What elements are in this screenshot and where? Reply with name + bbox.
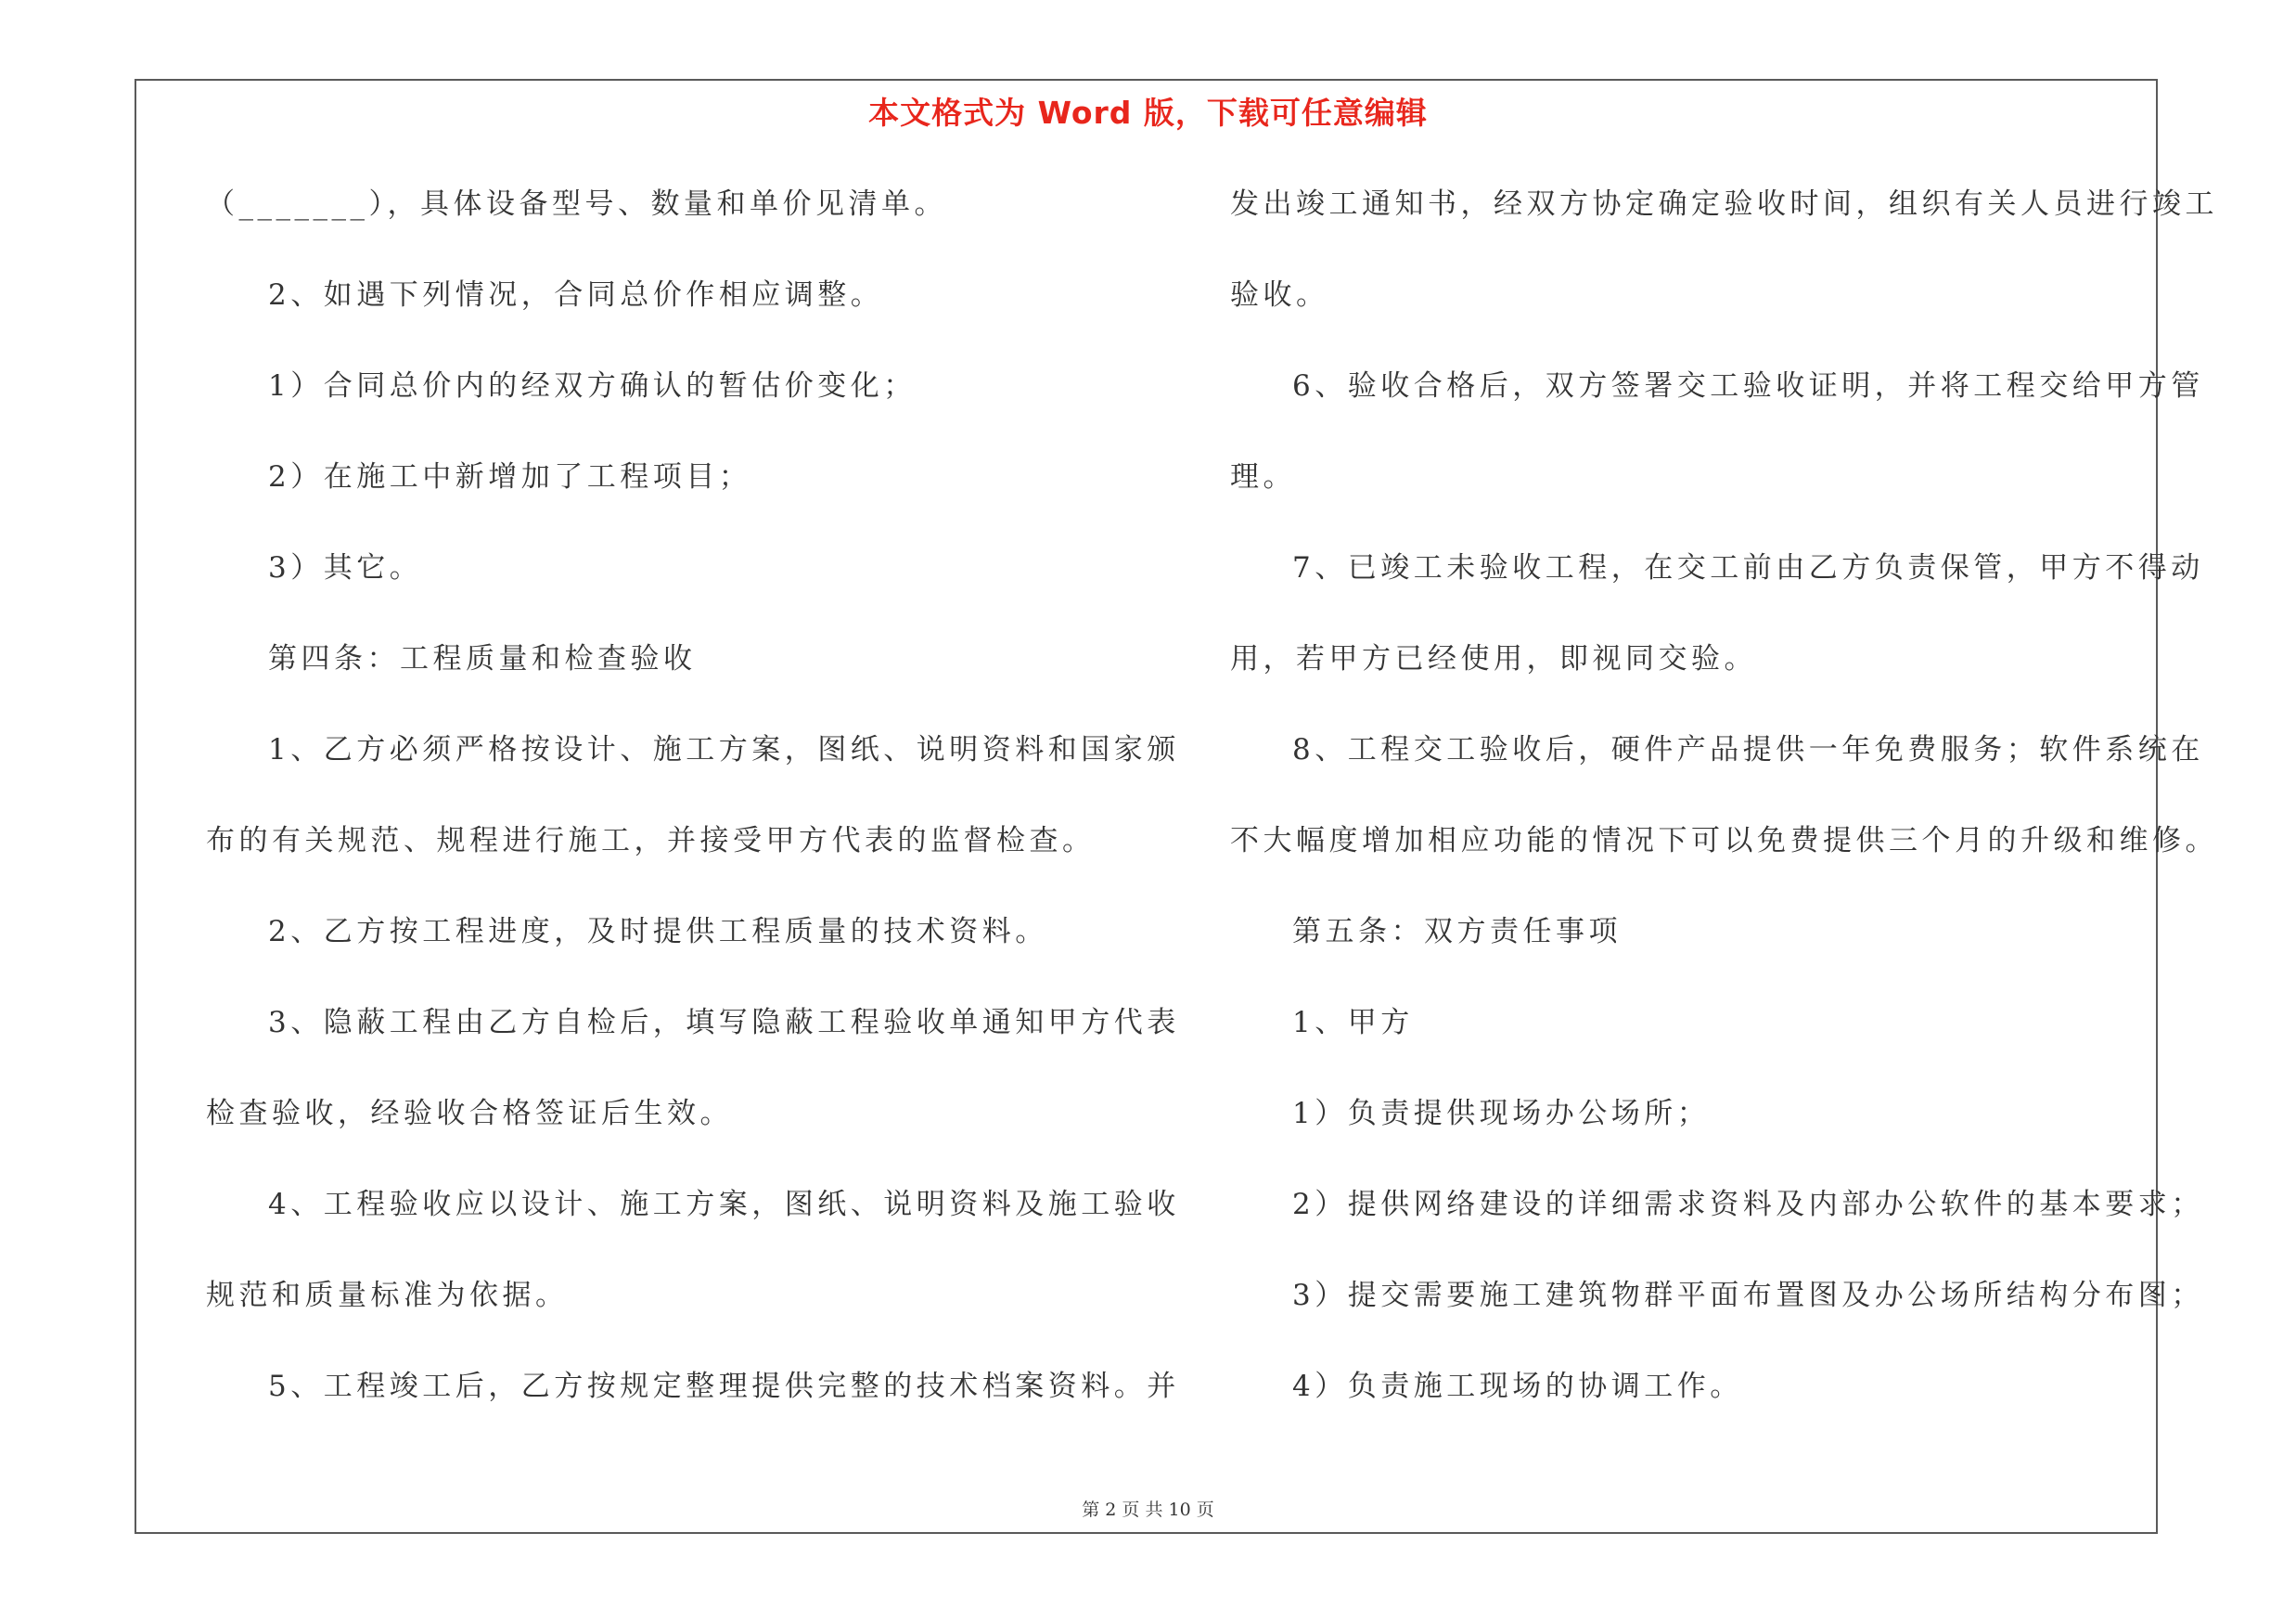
- paragraph-line: 发出竣工通知书，经双方协定确定验收时间，组织有关人员进行竣工: [1230, 187, 2218, 221]
- paragraph-line: 4）负责施工现场的协调工作。: [1292, 1370, 1743, 1403]
- paragraph-line: 1）负责提供现场办公场所；: [1292, 1097, 1711, 1130]
- paragraph-line: 1、乙方必须严格按设计、施工方案，图纸、说明资料和国家颁: [268, 733, 1180, 766]
- paragraph-line: 2）提供网络建设的详细需求资料及内部办公软件的基本要求；: [1292, 1188, 2204, 1221]
- paragraph-line: 1、甲方: [1292, 1006, 1414, 1039]
- page-number-footer: 第 2 页 共 10 页: [1082, 1500, 1214, 1520]
- paragraph-line: 7、已竣工未验收工程，在交工前由乙方负责保管，甲方不得动: [1292, 551, 2204, 585]
- section-heading: 第五条：双方责任事项: [1292, 915, 1622, 948]
- paragraph-line: 检查验收，经验收合格签证后生效。: [206, 1097, 733, 1130]
- paragraph-line: （_______），具体设备型号、数量和单价见清单。: [206, 187, 947, 221]
- paragraph-line: 理。: [1230, 460, 1296, 494]
- paragraph-line: 3、隐蔽工程由乙方自检后，填写隐蔽工程验收单通知甲方代表: [268, 1006, 1180, 1039]
- paragraph-line: 3）提交需要施工建筑物群平面布置图及办公场所结构分布图；: [1292, 1279, 2204, 1312]
- paragraph-line: 1）合同总价内的经双方确认的暂估价变化；: [268, 369, 917, 403]
- paragraph-line: 2）在施工中新增加了工程项目；: [268, 460, 752, 494]
- paragraph-line: 6、验收合格后，双方签署交工验收证明，并将工程交给甲方管: [1292, 369, 2204, 403]
- paragraph-line: 不大幅度增加相应功能的情况下可以免费提供三个月的升级和维修。: [1230, 824, 2218, 857]
- paragraph-line: 3）其它。: [268, 551, 423, 585]
- paragraph-line: 5、工程竣工后，乙方按规定整理提供完整的技术档案资料。并: [268, 1370, 1180, 1403]
- paragraph-line: 用，若甲方已经使用，即视同交验。: [1230, 642, 1757, 676]
- section-heading: 第四条：工程质量和检查验收: [268, 642, 697, 676]
- paragraph-line: 2、乙方按工程进度，及时提供工程质量的技术资料。: [268, 915, 1048, 948]
- paragraph-line: 规范和质量标准为依据。: [206, 1279, 569, 1312]
- paragraph-line: 布的有关规范、规程进行施工，并接受甲方代表的监督检查。: [206, 824, 1096, 857]
- paragraph-line: 2、如遇下列情况，合同总价作相应调整。: [268, 278, 884, 312]
- paragraph-line: 8、工程交工验收后，硬件产品提供一年免费服务；软件系统在: [1292, 733, 2204, 766]
- paragraph-line: 4、工程验收应以设计、施工方案，图纸、说明资料及施工验收: [268, 1188, 1180, 1221]
- paragraph-line: 验收。: [1230, 278, 1329, 312]
- word-format-banner: 本文格式为 Word 版，下载可任意编辑: [868, 95, 1428, 131]
